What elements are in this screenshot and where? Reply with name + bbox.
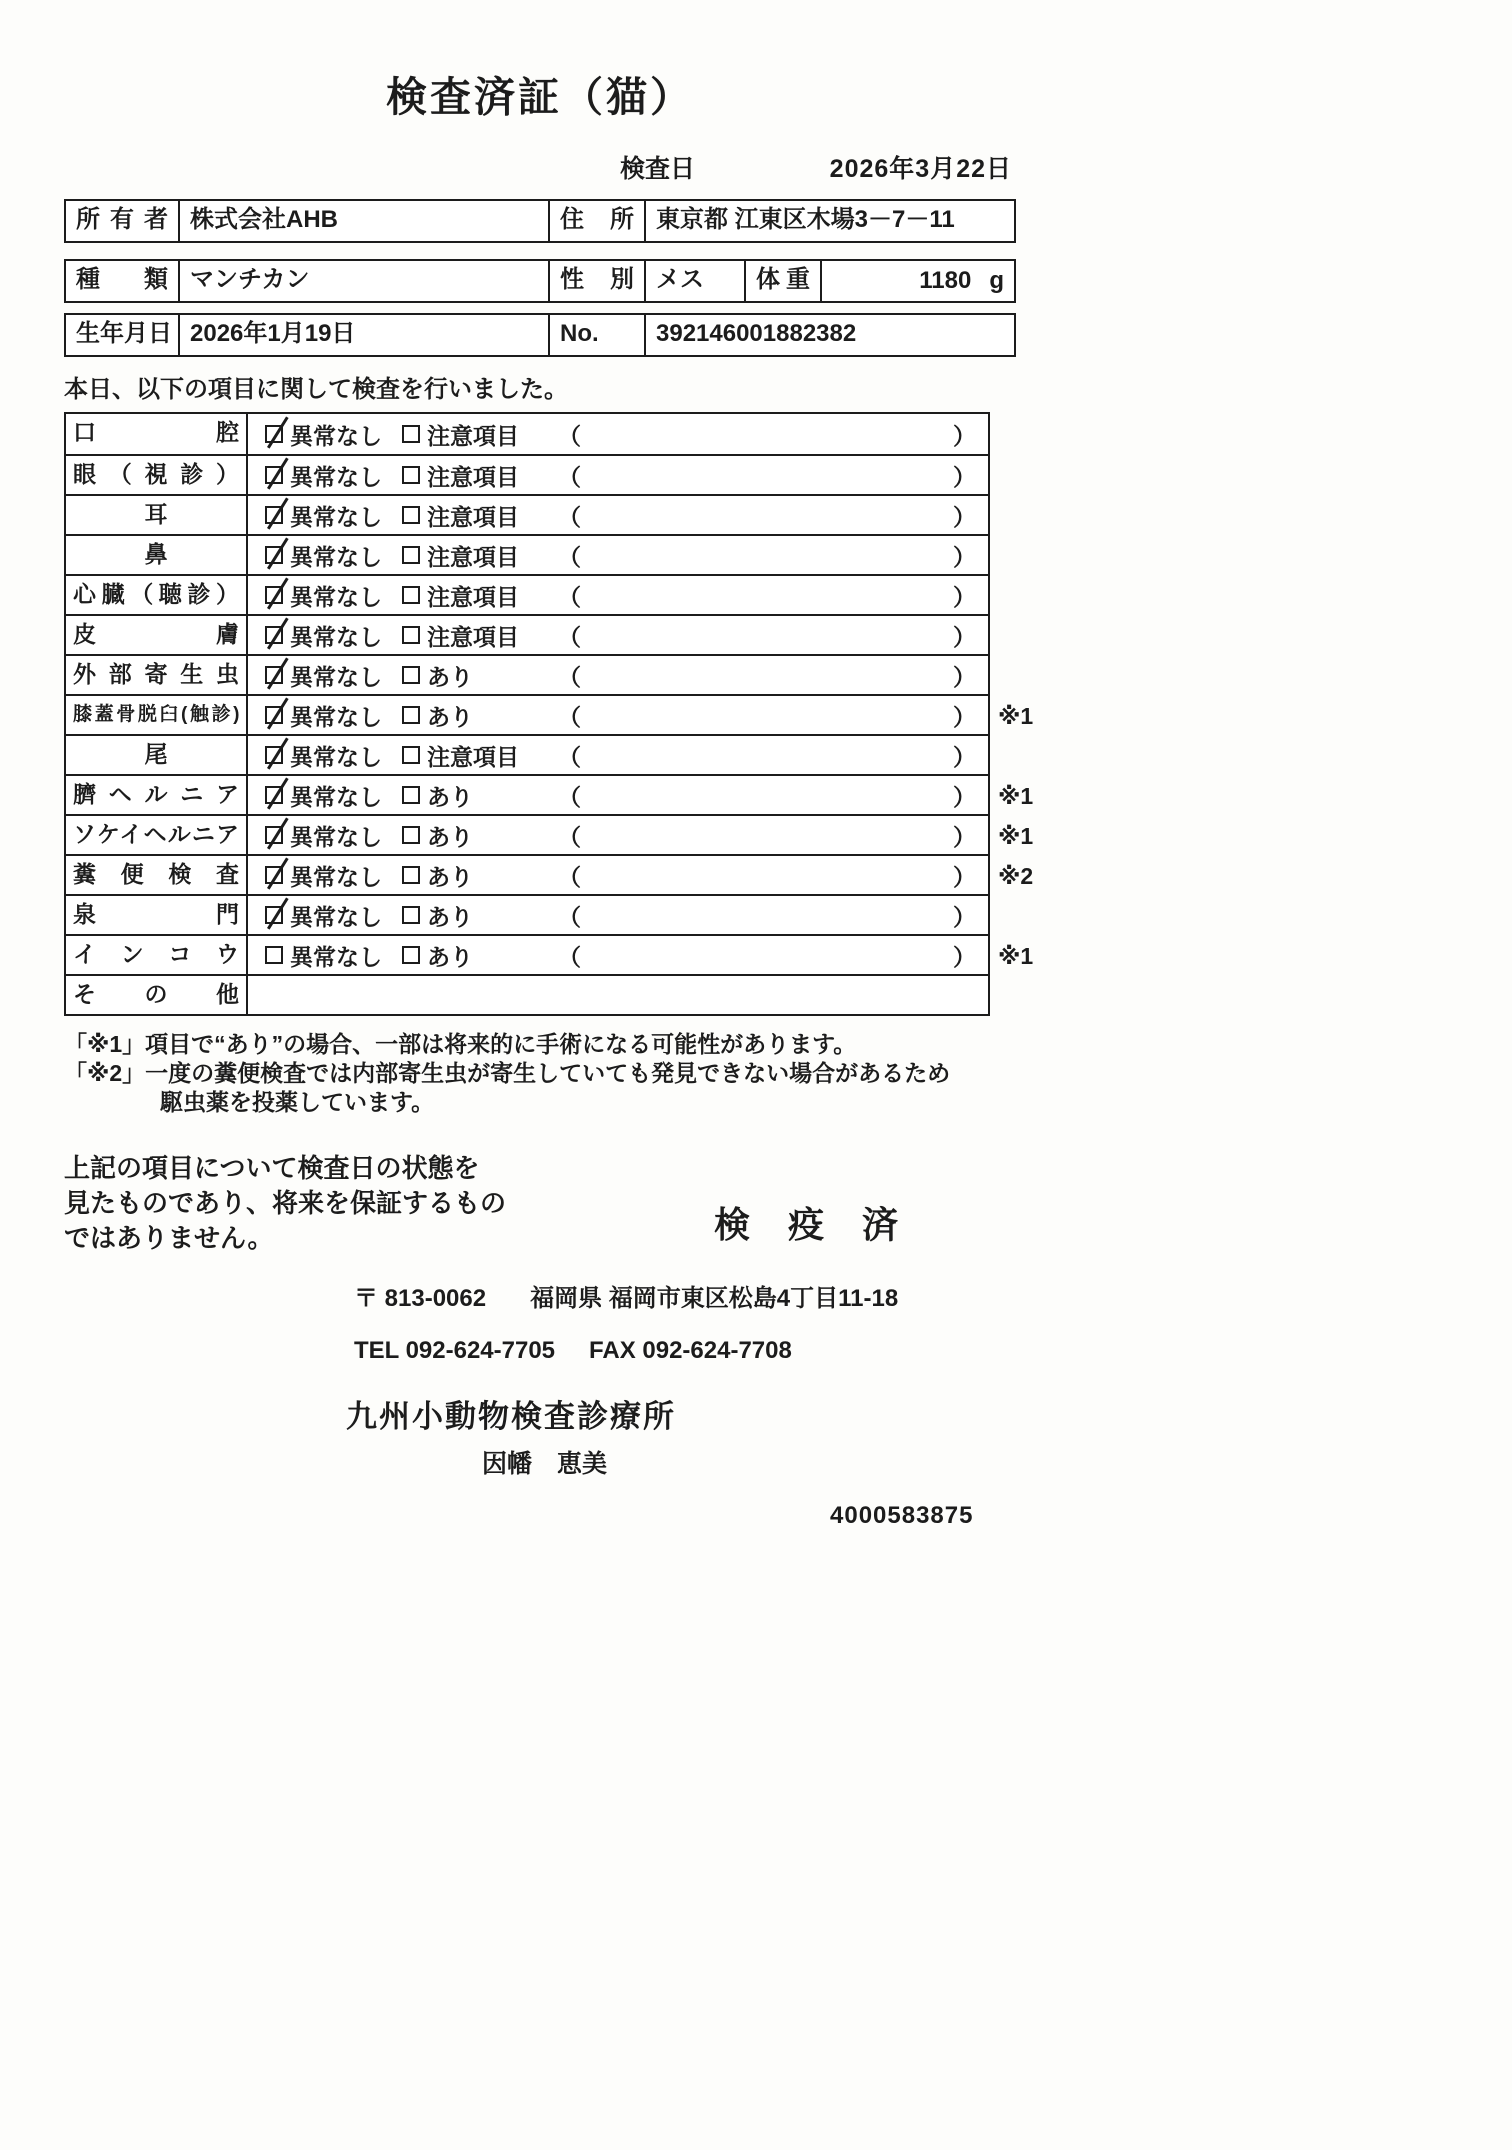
- close-paren: ）: [953, 543, 976, 570]
- checkbox-group: [402, 699, 548, 732]
- no-abnormality-checkbox: [265, 466, 283, 484]
- exam-row: [66, 974, 988, 1014]
- intro-text: 本日、以下の項目に関して検査を行いました。: [64, 376, 568, 403]
- attention-label: 注意項目: [427, 463, 519, 490]
- species-value: マンチカン: [178, 261, 548, 301]
- inspection-date-row: [64, 149, 1016, 185]
- no-abnormality-label: 異常なし: [290, 623, 382, 650]
- exam-item-label: 膝蓋骨脱臼(触診): [66, 696, 248, 734]
- checkbox-group: [265, 899, 402, 932]
- disclaimer-line: 見たものであり、将来を保証するもの: [64, 1188, 507, 1218]
- attention-label: 注意項目: [427, 623, 519, 650]
- reference-mark: ※1: [998, 703, 1034, 729]
- footnotes: [64, 1030, 1016, 1117]
- checkbox-group: [265, 499, 402, 532]
- checkbox-group: [265, 459, 402, 492]
- checkbox-group: [265, 619, 402, 652]
- exam-row: [66, 494, 988, 534]
- checkbox-group: [402, 499, 548, 532]
- exam-row: [66, 814, 1034, 854]
- no-abnormality-checkbox: [265, 546, 283, 564]
- exam-row-content: [248, 456, 988, 494]
- attention-label: あり: [427, 863, 473, 890]
- checkbox-group: [265, 579, 402, 612]
- exam-row-content: [248, 696, 988, 734]
- disclaimer-row: [64, 1151, 1016, 1256]
- disclaimer-line: 上記の項目について検査日の状態を: [64, 1153, 480, 1183]
- checkbox-group: [265, 418, 402, 451]
- weight-unit: g: [989, 267, 1004, 294]
- clinic-name: 九州小動物検査診療所: [346, 1399, 676, 1434]
- attention-checkbox: [402, 826, 420, 844]
- exam-item-label: 皮膚: [66, 616, 248, 654]
- exam-item-label: ソケイヘルニア: [66, 816, 248, 854]
- checkbox-group: [265, 859, 402, 892]
- exam-row-content: [248, 536, 988, 574]
- checkbox-group: [402, 939, 548, 972]
- clinic-postal-code: 〒 813-0062: [354, 1285, 487, 1312]
- exam-row: [66, 694, 1034, 734]
- close-paren: ）: [953, 663, 976, 690]
- close-paren: ）: [953, 623, 976, 650]
- open-paren: （: [558, 783, 581, 810]
- no-abnormality-label: 異常なし: [290, 463, 382, 490]
- close-paren: ）: [953, 583, 976, 610]
- exam-row-content: [248, 896, 988, 934]
- exam-row-content: [248, 976, 988, 1014]
- exam-row-content: [248, 736, 988, 774]
- attention-checkbox: [402, 946, 420, 964]
- open-paren: （: [558, 543, 581, 570]
- owner-value: 株式会社AHB: [178, 201, 548, 241]
- clinic-tel: TEL 092-624-7705: [354, 1337, 556, 1364]
- checkbox-group: [265, 779, 402, 812]
- checkbox-group: [402, 539, 548, 572]
- attention-label: あり: [427, 903, 473, 930]
- open-paren: （: [558, 823, 581, 850]
- close-paren: ）: [953, 863, 976, 890]
- quarantine-stamp: 検 疫 済: [713, 1204, 912, 1245]
- clinic-address-line: [354, 1278, 1016, 1313]
- attention-checkbox: [402, 626, 420, 644]
- exam-row-content: [248, 656, 988, 694]
- sex-value: メス: [644, 261, 744, 301]
- no-abnormality-label: 異常なし: [290, 743, 382, 770]
- close-paren: ）: [953, 743, 976, 770]
- exam-row: [66, 894, 988, 934]
- reference-mark: ※1: [998, 943, 1034, 969]
- disclaimer-text: [64, 1151, 506, 1256]
- exam-row: [66, 774, 1034, 814]
- no-abnormality-checkbox: [265, 506, 283, 524]
- attention-label: あり: [427, 943, 473, 970]
- number-value: 392146001882382: [644, 315, 1014, 355]
- birth-table: [64, 313, 1016, 357]
- no-abnormality-label: 異常なし: [290, 583, 382, 610]
- exam-row: [66, 614, 988, 654]
- inspection-date-value: 2026年3月22日: [829, 155, 1012, 183]
- checkbox-group: [402, 579, 548, 612]
- attention-checkbox: [402, 546, 420, 564]
- attention-checkbox: [402, 466, 420, 484]
- owner-table: [64, 199, 1016, 243]
- open-paren: （: [558, 943, 581, 970]
- close-paren: ）: [953, 422, 976, 449]
- exam-item-label: 耳: [66, 496, 248, 534]
- checkbox-group: [265, 539, 402, 572]
- exam-row-content: [248, 856, 988, 894]
- no-abnormality-checkbox: [265, 946, 283, 964]
- attention-label: 注意項目: [427, 543, 519, 570]
- attention-label: 注意項目: [427, 422, 519, 449]
- sex-label: 性別: [548, 261, 644, 301]
- clinic-address: 福岡県 福岡市東区松島4丁目11-18: [530, 1285, 899, 1312]
- no-abnormality-checkbox: [265, 586, 283, 604]
- examiner-name: 因幡 恵美: [482, 1450, 608, 1478]
- checkbox-group: [265, 819, 402, 852]
- open-paren: （: [558, 743, 581, 770]
- attention-label: あり: [427, 783, 473, 810]
- no-abnormality-label: 異常なし: [290, 703, 382, 730]
- attention-checkbox: [402, 906, 420, 924]
- species-label: 種類: [76, 266, 168, 293]
- inspection-date-label: 検査日: [620, 155, 696, 183]
- close-paren: ）: [953, 503, 976, 530]
- checkbox-group: [402, 459, 548, 492]
- exam-row-content: [248, 496, 988, 534]
- no-abnormality-checkbox: [265, 866, 283, 884]
- clinic-phone-line: [354, 1337, 1016, 1365]
- attention-label: あり: [427, 663, 473, 690]
- exam-item-label: 糞便検査: [66, 856, 248, 894]
- open-paren: （: [558, 422, 581, 449]
- open-paren: （: [558, 463, 581, 490]
- page-title: 検査済証（猫）: [386, 74, 694, 120]
- no-abnormality-label: 異常なし: [290, 422, 382, 449]
- checkbox-group: [402, 859, 548, 892]
- exam-row: [66, 574, 988, 614]
- no-abnormality-checkbox: [265, 786, 283, 804]
- checkbox-group: [265, 659, 402, 692]
- attention-checkbox: [402, 706, 420, 724]
- exam-row-content: [248, 414, 988, 454]
- open-paren: （: [558, 503, 581, 530]
- birthdate-value: 2026年1月19日: [178, 315, 548, 355]
- exam-item-label: 口腔: [66, 414, 248, 454]
- attention-label: 注意項目: [427, 743, 519, 770]
- no-abnormality-label: 異常なし: [290, 783, 382, 810]
- exam-item-label: その他: [66, 976, 248, 1014]
- attention-checkbox: [402, 425, 420, 443]
- attention-checkbox: [402, 746, 420, 764]
- open-paren: （: [558, 703, 581, 730]
- exam-row-content: [248, 936, 988, 974]
- no-abnormality-label: 異常なし: [290, 863, 382, 890]
- close-paren: ）: [953, 823, 976, 850]
- no-abnormality-label: 異常なし: [290, 663, 382, 690]
- attention-checkbox: [402, 666, 420, 684]
- exam-item-label: 鼻: [66, 536, 248, 574]
- birthdate-label: 生年月日: [76, 320, 172, 347]
- exam-row: [66, 854, 1034, 894]
- exam-item-label: 眼（視診）: [66, 456, 248, 494]
- reference-mark: ※1: [998, 823, 1034, 849]
- open-paren: （: [558, 663, 581, 690]
- exam-row: [66, 734, 988, 774]
- attention-label: あり: [427, 823, 473, 850]
- address-value: 東京都 江東区木場3－7－11: [644, 201, 1014, 241]
- weight-label: 体重: [744, 261, 820, 301]
- exam-item-label: 尾: [66, 736, 248, 774]
- checkbox-group: [402, 418, 548, 451]
- checkbox-group: [265, 739, 402, 772]
- exam-row-content: [248, 776, 988, 814]
- weight-value: 1180: [919, 267, 972, 294]
- exam-row-content: [248, 816, 988, 854]
- no-abnormality-checkbox: [265, 666, 283, 684]
- no-abnormality-checkbox: [265, 826, 283, 844]
- certificate-content: [64, 0, 1034, 1530]
- checkbox-group: [265, 699, 402, 732]
- reference-mark: ※1: [998, 783, 1034, 809]
- no-abnormality-checkbox: [265, 425, 283, 443]
- animal-table: [64, 259, 1016, 303]
- exam-item-label: 心臓（聴診）: [66, 576, 248, 614]
- no-abnormality-label: 異常なし: [290, 503, 382, 530]
- close-paren: ）: [953, 703, 976, 730]
- footnote-line: 「※2」一度の糞便検査では内部寄生虫が寄生していても発見できない場合があるため: [64, 1060, 951, 1086]
- close-paren: ）: [953, 463, 976, 490]
- exam-row: [66, 654, 988, 694]
- attention-label: 注意項目: [427, 583, 519, 610]
- exam-row: [66, 454, 988, 494]
- attention-checkbox: [402, 506, 420, 524]
- disclaimer-line: ではありません。: [64, 1223, 274, 1253]
- attention-label: あり: [427, 703, 473, 730]
- checkbox-group: [402, 659, 548, 692]
- exam-item-label: インコウ: [66, 936, 248, 974]
- open-paren: （: [558, 863, 581, 890]
- close-paren: ）: [953, 783, 976, 810]
- weight-cell: [820, 261, 1014, 301]
- open-paren: （: [558, 623, 581, 650]
- clinic-fax: FAX 092-624-7708: [589, 1337, 792, 1364]
- no-abnormality-checkbox: [265, 906, 283, 924]
- owner-label: 所有者: [76, 206, 168, 233]
- exam-row: [66, 534, 988, 574]
- exam-item-label: 臍ヘルニア: [66, 776, 248, 814]
- no-abnormality-label: 異常なし: [290, 943, 382, 970]
- checkbox-group: [402, 619, 548, 652]
- checkbox-group: [265, 939, 402, 972]
- exam-row: [66, 934, 1034, 974]
- exam-row-content: [248, 576, 988, 614]
- no-abnormality-label: 異常なし: [290, 903, 382, 930]
- exam-table: [64, 412, 1034, 1016]
- no-abnormality-checkbox: [265, 626, 283, 644]
- open-paren: （: [558, 583, 581, 610]
- number-label: No.: [548, 315, 644, 355]
- no-abnormality-label: 異常なし: [290, 823, 382, 850]
- address-label: 住所: [548, 201, 644, 241]
- close-paren: ）: [953, 943, 976, 970]
- serial-number: 4000583875: [830, 1502, 974, 1529]
- checkbox-group: [402, 899, 548, 932]
- footnote-line: 駆虫薬を投薬しています。: [160, 1089, 435, 1115]
- attention-label: 注意項目: [427, 503, 519, 530]
- checkbox-group: [402, 779, 548, 812]
- exam-row: [66, 414, 988, 454]
- attention-checkbox: [402, 786, 420, 804]
- attention-checkbox: [402, 866, 420, 884]
- exam-item-label: 泉門: [66, 896, 248, 934]
- footnote-line: 「※1」項目で“あり”の場合、一部は将来的に手術になる可能性があります。: [64, 1031, 857, 1057]
- reference-mark: ※2: [998, 863, 1034, 889]
- exam-row-content: [248, 616, 988, 654]
- no-abnormality-label: 異常なし: [290, 543, 382, 570]
- checkbox-group: [402, 819, 548, 852]
- attention-checkbox: [402, 586, 420, 604]
- exam-item-label: 外部寄生虫: [66, 656, 248, 694]
- checkbox-group: [402, 739, 548, 772]
- no-abnormality-checkbox: [265, 706, 283, 724]
- no-abnormality-checkbox: [265, 746, 283, 764]
- open-paren: （: [558, 903, 581, 930]
- close-paren: ）: [953, 903, 976, 930]
